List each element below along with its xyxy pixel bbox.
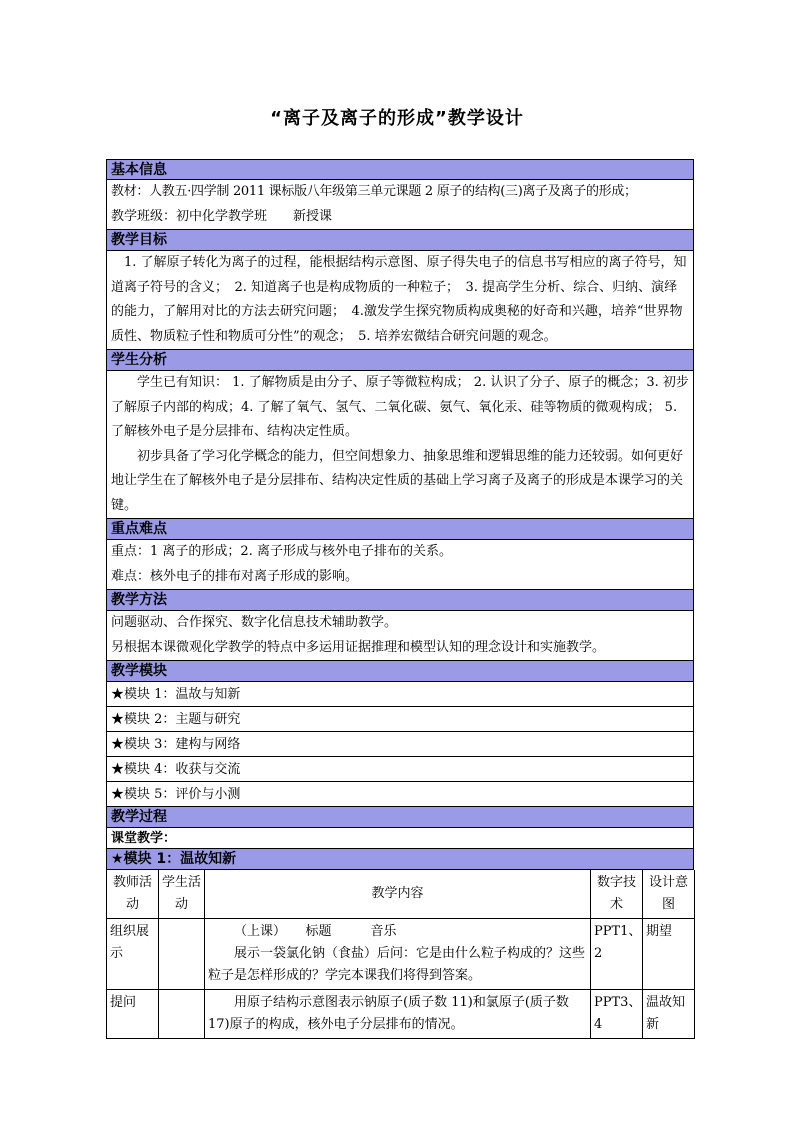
goals-text: 1. 了解原子转化为离子的过程，能根据结构示意图、原子得失电子的信息书写相应的离子符号，知道离子符号的含义； 2. 知道离子也是构成物质的一种粒子； 3. 提高学生分析、综合、归纳、演绎的能力，了解用对比的方法去研究问题； 4.激发学生探究物质构成奥秘的好奇和兴趣，培养“世界物质性、物质粒子性和物质可分性”的观念； 5. 培养宏微结合研究问题的观念。	[111, 255, 687, 344]
keypoints-cell	[106, 540, 694, 590]
section-header-methods: 教学方法	[106, 590, 694, 611]
row-design-intent: 温故知新	[643, 990, 695, 1039]
section-header-basic: 基本信息	[106, 159, 694, 180]
row-design-intent: 期望	[643, 919, 695, 990]
row-content-line: 展示一袋氯化钠（食盐）后问：它是由什么粒子构成的？这些粒子是怎样形成的？学完本课我们将得到答案。	[208, 946, 586, 983]
col-teacher-activity: 教师活动	[107, 870, 159, 919]
goals-cell	[106, 251, 694, 350]
module-item: ★模块 3：建构与网络	[106, 732, 694, 757]
process-module-header: ★模块 1：温故知新	[106, 849, 694, 870]
col-design-intent: 设计意图	[643, 870, 695, 919]
row-content-line: 用原子结构示意图表示钠原子(质子数 11)和氯原子(质子数 17)原子的构成，核外电子分层排布的情况。	[208, 995, 569, 1032]
process-table-header	[107, 870, 695, 919]
row-content	[205, 919, 591, 990]
row-digital-tech: PPT3、4	[591, 990, 643, 1039]
analysis-paragraph-2: 初步具备了学习化学概念的能力，但空间想象力、抽象思维和逻辑思维的能力还较弱。如何更好地让学生在了解核外电子是分层排布、结构决定性质的基础上学习离子及离子的形成是本课学习的关键。	[111, 448, 684, 513]
col-student-activity: 学生活动	[159, 870, 205, 919]
row-student-activity	[159, 990, 205, 1039]
section-header-analysis: 学生分析	[106, 350, 694, 371]
row-content-line: （上课） 标题 音乐	[234, 924, 397, 939]
keypoints-focus: 重点：1 离子的形成；2. 离子形成与核外电子排布的关系。	[111, 544, 452, 559]
section-header-modules: 教学模块	[106, 661, 694, 682]
section-header-goals: 教学目标	[106, 230, 694, 251]
module-item: ★模块 4：收获与交流	[106, 757, 694, 782]
row-student-activity	[159, 919, 205, 990]
section-header-process: 教学过程	[106, 807, 694, 828]
module-item: ★模块 5：评价与小测	[106, 782, 694, 807]
col-digital-tech: 数字技术	[591, 870, 643, 919]
analysis-paragraph-1: 学生已有知识： 1. 了解物质是由分子、原子等微粒构成； 2. 认识了分子、原子的概念；3. 初步了解原子内部的构成；4. 了解了氧气、氢气、二氧化碳、氨气、氧化汞、硅等物质的微观构成； 5. 了解核外电子是分层排布、结构决定性质。	[111, 375, 689, 439]
section-header-keypoints: 重点难点	[106, 519, 694, 540]
module-item: ★模块 1：温故与知新	[106, 682, 694, 707]
basic-info-class: 教学班级：初中化学教学班 新授课	[111, 208, 333, 224]
basic-info-cell	[106, 180, 694, 230]
col-teaching-content: 教学内容	[205, 870, 591, 919]
row-teacher-activity: 提问	[107, 990, 159, 1039]
row-content	[205, 990, 591, 1039]
methods-cell	[106, 611, 694, 661]
page-title: “离子及离子的形成”教学设计	[270, 108, 524, 129]
keypoints-difficulty: 难点：核外电子的排布对离子形成的影响。	[111, 568, 359, 584]
basic-info-textbook: 教材：人教五·四学制 2011 课标版八年级第三单元课题 2 原子的结构(三)离子及离子的形成；	[111, 184, 637, 199]
process-table	[106, 870, 695, 1039]
table-row	[107, 919, 695, 990]
methods-line-1: 问题驱动、合作探究、数字化信息技术辅助教学。	[111, 615, 398, 630]
table-row	[107, 990, 695, 1039]
analysis-cell	[106, 371, 694, 519]
lesson-plan-table	[106, 159, 694, 1039]
module-item: ★模块 2：主题与研究	[106, 707, 694, 732]
row-teacher-activity: 组织展示	[107, 919, 159, 990]
methods-line-2: 另根据本课微观化学教学的特点中多运用证据推理和模型认知的理念设计和实施教学。	[111, 639, 606, 655]
row-digital-tech: PPT1、2	[591, 919, 643, 990]
classroom-teaching-label: 课堂教学：	[106, 828, 694, 849]
